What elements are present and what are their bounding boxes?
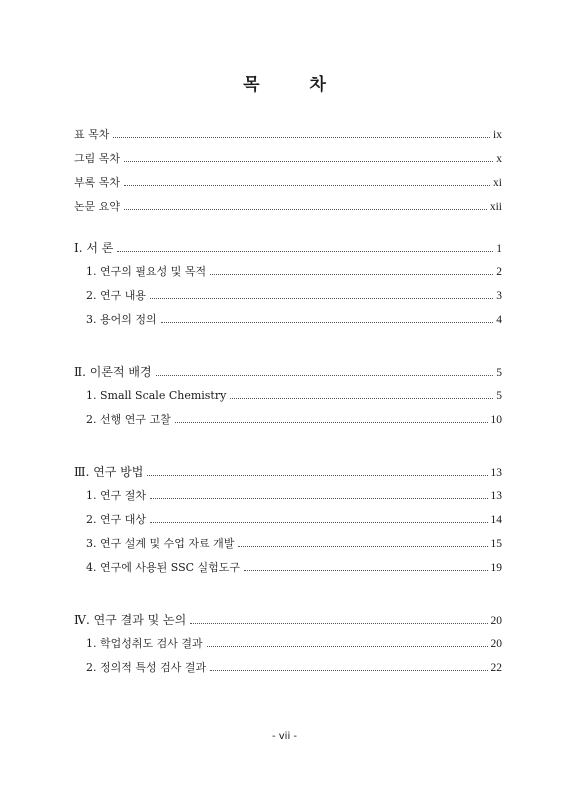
toc-section-label: 2. 정의적 특성 검사 결과: [86, 661, 207, 674]
leader-dots: [210, 670, 487, 671]
toc-chapter-entry[interactable]: [74, 608, 502, 632]
toc-section-label: 2. 선행 연구 고찰: [86, 413, 171, 426]
toc-chapter-label: Ⅲ. 연구 방법: [74, 465, 144, 479]
leader-dots: [230, 398, 493, 399]
toc-chapter-page: 20: [490, 615, 502, 627]
toc-section-label: 1. Small Scale Chemistry: [86, 389, 227, 402]
title-part-2: 차: [309, 75, 326, 95]
leader-dots: [124, 209, 487, 210]
toc-entry-page: ix: [493, 129, 502, 141]
toc-entry-label: 부록 목차: [74, 176, 121, 189]
toc-chapter-label: Ⅱ. 이론적 배경: [74, 365, 152, 379]
toc-entry-label: 그림 목차: [74, 152, 121, 165]
toc-section-label: 2. 연구 대상: [86, 513, 146, 526]
title-part-1: 목: [243, 75, 260, 95]
leader-dots: [150, 298, 493, 299]
toc-chapter-page: 1: [496, 243, 502, 255]
leader-dots: [238, 546, 487, 547]
toc-section-entry[interactable]: [74, 656, 502, 680]
leader-dots: [117, 251, 493, 252]
toc-chapter-label: Ⅰ. 서 론: [74, 241, 114, 255]
toc-section-label: 3. 연구 설계 및 수업 자료 개발: [86, 537, 235, 550]
leader-dots: [124, 161, 493, 162]
toc-entry[interactable]: [74, 195, 502, 219]
toc-entry-page: xi: [493, 177, 502, 189]
page-title: [0, 70, 569, 95]
toc-section-page: 20: [490, 638, 502, 650]
leader-dots: [244, 570, 487, 571]
toc-section-label: 1. 학업성취도 검사 결과: [86, 637, 203, 650]
toc-entry[interactable]: [74, 147, 502, 171]
toc-section-page: 10: [490, 414, 502, 426]
toc-section-entry[interactable]: [74, 484, 502, 508]
toc-section-label: 3. 용어의 정의: [86, 313, 157, 326]
toc-entry-label: 논문 요약: [74, 200, 121, 213]
toc-section-page: 22: [490, 662, 502, 674]
toc-section-label: 2. 연구 내용: [86, 289, 146, 302]
toc-section-entry[interactable]: [74, 284, 502, 308]
chapter-3: [74, 460, 502, 580]
toc-section-entry[interactable]: [74, 508, 502, 532]
toc-chapter-label: Ⅳ. 연구 결과 및 논의: [74, 613, 187, 627]
toc-section-entry[interactable]: [74, 632, 502, 656]
toc-section-page: 13: [490, 490, 502, 502]
leader-dots: [190, 623, 487, 624]
page-number-footer: - vii -: [271, 731, 298, 742]
toc-section-page: 2: [496, 266, 502, 278]
toc-section-page: 4: [496, 314, 502, 326]
leader-dots: [210, 274, 493, 275]
chapter-4: [74, 608, 502, 680]
leader-dots: [175, 422, 488, 423]
leader-dots: [124, 185, 490, 186]
toc-section-entry[interactable]: [74, 384, 502, 408]
chapter-2: [74, 360, 502, 432]
front-matter-list: [74, 123, 502, 219]
toc-section-label: 4. 연구에 사용된 SSC 실험도구: [86, 561, 241, 574]
table-of-contents: [74, 123, 502, 680]
toc-section-label: 1. 연구 절차: [86, 489, 146, 502]
toc-section-page: 15: [490, 538, 502, 550]
toc-chapter-entry[interactable]: [74, 236, 502, 260]
leader-dots: [113, 137, 490, 138]
toc-section-label: 1. 연구의 필요성 및 목적: [86, 265, 207, 278]
toc-entry[interactable]: [74, 171, 502, 195]
leader-dots: [207, 646, 488, 647]
chapter-1: [74, 236, 502, 332]
toc-section-entry[interactable]: [74, 260, 502, 284]
toc-section-entry[interactable]: [74, 556, 502, 580]
toc-section-page: 5: [496, 390, 502, 402]
leader-dots: [156, 375, 494, 376]
toc-section-page: 14: [490, 514, 502, 526]
toc-section-entry[interactable]: [74, 408, 502, 432]
toc-entry-page: x: [496, 153, 502, 165]
toc-chapter-entry[interactable]: [74, 460, 502, 484]
toc-chapter-page: 13: [490, 467, 502, 479]
toc-section-entry[interactable]: [74, 532, 502, 556]
toc-entry-page: xii: [489, 201, 502, 213]
toc-entry-label: 표 목차: [74, 128, 110, 141]
toc-section-entry[interactable]: [74, 308, 502, 332]
leader-dots: [161, 322, 494, 323]
toc-entry[interactable]: [74, 123, 502, 147]
leader-dots: [150, 522, 488, 523]
toc-chapter-entry[interactable]: [74, 360, 502, 384]
toc-chapter-page: 5: [496, 367, 502, 379]
toc-section-page: 19: [490, 562, 502, 574]
leader-dots: [147, 475, 487, 476]
leader-dots: [150, 498, 488, 499]
toc-section-page: 3: [496, 290, 502, 302]
